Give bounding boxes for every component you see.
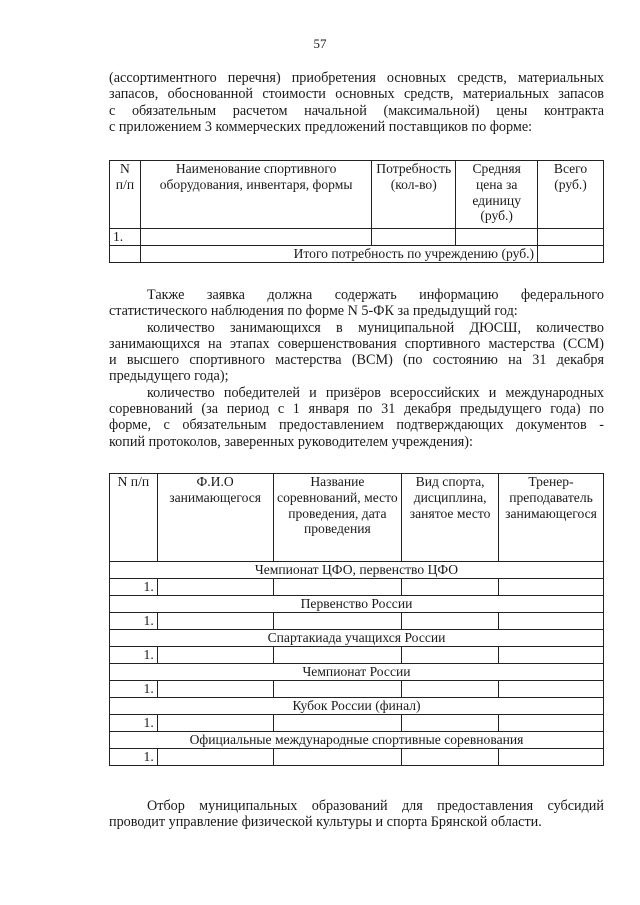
header-need: Потребность (кол-во) bbox=[372, 161, 456, 229]
header-price: Средняя цена за единицу (руб.) bbox=[456, 161, 538, 229]
row-number: 1. bbox=[110, 579, 158, 596]
row-number: 1. bbox=[110, 613, 158, 630]
section-title: Спартакиада учащихся России bbox=[110, 630, 604, 647]
header-competition: Название соревнований, место проведения, дата проведения bbox=[273, 474, 402, 562]
section-row bbox=[110, 698, 604, 715]
text-line: соревнований (за период с 1 января по 31 декабря предыдущего года) по bbox=[109, 401, 604, 418]
text-line: занимающихся на этапах совершенствования спортивного мастерства (ССМ) bbox=[109, 335, 604, 352]
section-row bbox=[110, 630, 604, 647]
table-row bbox=[110, 647, 604, 664]
table-row bbox=[110, 579, 604, 596]
header-sport: Вид спорта, дисциплина, занятое место bbox=[402, 474, 499, 562]
table-row bbox=[110, 681, 604, 698]
intro-line: с приложением 3 коммерческих предложений поставщиков по форме: bbox=[109, 118, 533, 135]
intro-line: с обязательным расчетом начальной (максимальной) цены контракта bbox=[109, 102, 604, 119]
text-line: копий протоколов, заверенных руководителем учреждения): bbox=[109, 433, 473, 450]
row-number: 1. bbox=[110, 715, 158, 732]
closing-paragraph bbox=[109, 798, 604, 831]
table-row bbox=[110, 715, 604, 732]
table-row bbox=[110, 229, 604, 246]
section-title: Официальные международные спортивные соревнования bbox=[110, 732, 604, 749]
text-line: Также заявка должна содержать информацию федерального bbox=[147, 287, 604, 303]
section-row bbox=[110, 562, 604, 579]
requirements-paragraph bbox=[109, 287, 604, 450]
header-num: N п/п bbox=[110, 161, 141, 229]
text-line: и высшего спортивного мастерства (ВСМ) (по состоянию на 31 декабря bbox=[109, 352, 604, 369]
competitions-table bbox=[109, 473, 604, 766]
page-number: 57 bbox=[313, 36, 327, 51]
section-title: Кубок России (финал) bbox=[110, 698, 604, 715]
row-number: 1. bbox=[110, 647, 158, 664]
equipment-table bbox=[109, 160, 604, 263]
section-title: Первенство России bbox=[110, 596, 604, 613]
text-line: статистического наблюдения по форме N 5-ФК за предыдущий год: bbox=[109, 303, 518, 320]
text-line: Отбор муниципальных образований для предоставления субсидий bbox=[147, 798, 604, 814]
row-number: 1. bbox=[110, 681, 158, 698]
table-header-row bbox=[110, 161, 604, 229]
section-row bbox=[110, 664, 604, 681]
intro-line: запасов, обоснованной стоимости основных средств, материальных запасов bbox=[109, 86, 604, 103]
text-line: форме, с обязательным предоставлением подтверждающих документов - bbox=[109, 417, 604, 434]
intro-paragraph bbox=[109, 70, 604, 135]
section-title: Чемпионат России bbox=[110, 664, 604, 681]
header-coach: Тренер-преподаватель занимающегося bbox=[499, 474, 604, 562]
total-row bbox=[110, 246, 604, 263]
header-fio: Ф.И.О занимающегося bbox=[157, 474, 273, 562]
table-header-row bbox=[110, 474, 604, 562]
header-name: Наименование спортивного оборудования, инвентаря, формы bbox=[140, 161, 371, 229]
section-title: Чемпионат ЦФО, первенство ЦФО bbox=[110, 562, 604, 579]
text-line: количество занимающихся в муниципальной ДЮСШ, количество bbox=[147, 319, 604, 336]
row-number: 1. bbox=[110, 229, 141, 246]
section-row bbox=[110, 596, 604, 613]
table-row bbox=[110, 613, 604, 630]
text-line: проводит управление физической культуры и спорта Брянской области. bbox=[109, 814, 542, 831]
row-number: 1. bbox=[110, 749, 158, 766]
header-total: Всего (руб.) bbox=[538, 161, 604, 229]
text-line: количество победителей и призёров всероссийских и международных bbox=[147, 384, 604, 401]
text-line: предыдущего года); bbox=[109, 368, 229, 385]
section-row bbox=[110, 732, 604, 749]
table-row bbox=[110, 749, 604, 766]
intro-line: (ассортиментного перечня) приобретения основных средств, материальных bbox=[109, 70, 604, 86]
header-num: N п/п bbox=[110, 474, 158, 562]
total-label: Итого потребность по учреждению (руб.) bbox=[140, 246, 537, 263]
